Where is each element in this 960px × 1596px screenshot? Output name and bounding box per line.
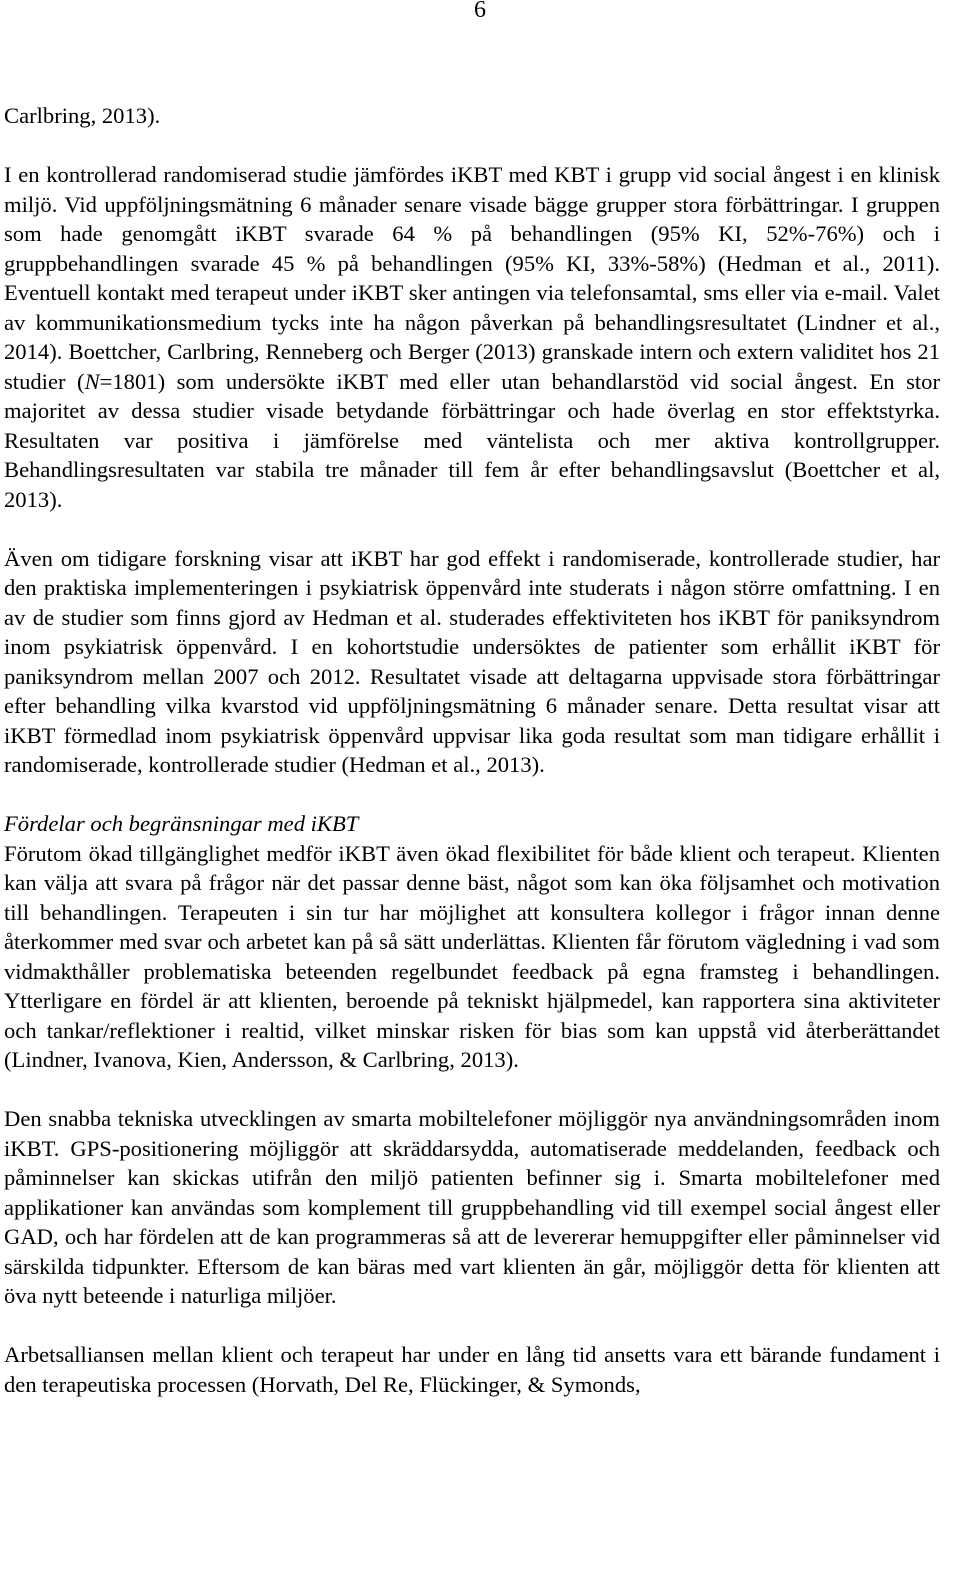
paragraph-text-continued: =1801) som undersökte iKBT med eller utan behandlarstöd vid social ångest. En stor majoritet av dessa studier visade betydande förbättringar och hade överlag en stor effektstyrka. Resultaten var positiva i jämförelse med väntelista och mer aktiva kontrollgrupper. Behandlingsresultaten var stabila tre månader till fem år efter behandlingsavslut (Boettcher et al, 2013). [4, 368, 940, 512]
page-number: 6 [474, 0, 486, 23]
section-heading: Fördelar och begränsningar med iKBT [4, 811, 359, 836]
paragraph-implementation: Även om tidigare forskning visar att iKBT har god effekt i randomiserade, kontrollerade studier, har den praktiska implementeringen i psykiatrisk öppenvård inte studerats i någon större omfattning. I en av de studier som finns gjord av Hedman et al. studerades effektiviteten hos iKBT för paniksyndrom inom psykiatrisk öppenvård. I en kohortstudie undersöktes de patienter som erhållit iKBT för paniksyndrom mellan 2007 och 2012. Resultatet visade att deltagarna uppvisade stora förbättringar efter behandling vilka kvarstod vid uppföljningsmätning 6 månader senare. Detta resultat visar att iKBT förmedlad inom psykiatrisk öppenvård uppvisar lika goda resultat som man tidigare erhållit i randomiserade, kontrollerade studier (Hedman et al., 2013). [4, 545, 940, 777]
document-body [4, 101, 940, 1399]
sample-size-symbol: N [84, 368, 100, 394]
paragraph-advantages: Förutom ökad tillgänglighet medför iKBT även ökad flexibilitet för både klient och terapeut. Klienten kan välja att svara på frågor när det passar denne bäst, något som kan öka följsamhet och motivation till behandlingen. Terapeuten i sin tur har möjlighet att konsultera kollegor i frågor innan denne återkommer med svar och arbetet kan på så sätt underlättas. Klienten får förutom vägledning i vad som vidmakthåller problematiska beteenden regelbundet feedback på egna framsteg i behandlingen. Ytterligare en fördel är att klienten, beroende på tekniskt hjälpmedel, kan rapportera sina aktiviteter och tankar/reflektioner i realtid, vilket minskar risken för bias som kan uppstå vid återberättandet (Lindner, Ivanova, Kien, Andersson, & Carlbring, 2013). [4, 840, 940, 1072]
paragraph-working-alliance: Arbetsalliansen mellan klient och terapeut har under en lång tid ansetts vara ett bärande fundament i den terapeutiska processen (Horvath, Del Re, Flückinger, & Symonds, [4, 1342, 940, 1397]
paragraph-mobile-phones: Den snabba tekniska utvecklingen av smarta mobiltelefoner möjliggör nya användningsområden inom iKBT. GPS-positionering möjliggör att skräddarsydda, automatiserade meddelanden, feedback och påminnelser kan skickas utifrån den miljö patienten befinner sig i. Smarta mobiltelefoner med applikationer kan användas som komplement till gruppbehandling vid till exempel social ångest eller GAD, och har fördelen att de kan programmeras så att de levererar hemuppgifter eller påminnelser vid särskilda tidpunkter. Eftersom de kan bäras med vart klienten än går, möjliggör detta för klienten att öva nytt beteende i naturliga miljöer. [4, 1106, 940, 1308]
paragraph-text: I en kontrollerad randomiserad studie jämfördes iKBT med KBT i grupp vid social ångest i en klinisk miljö. Vid uppföljningsmätning 6 månader senare visade bägge grupper stora förbättringar. I gruppen som hade genomgått iKBT svarade 64 % på behandlingen (95% KI, 52%-76%) och i gruppbehandlingen svarade 45 % på behandlingen (95% KI, 33%-58%) (Hedman et al., 2011). Eventuell kontakt med terapeut under iKBT sker antingen via telefonsamtal, sms eller via e-mail. Valet av kommunikationsmedium tycks inte ha någon påverkan på behandlingsresultatet (Lindner et al., 2014). Boettcher, Carlbring, Renneberg och Berger (2013) granskade intern och extern validitet hos 21 studier ( [4, 162, 940, 394]
paragraph-continuation: Carlbring, 2013). [4, 103, 161, 128]
paragraph-social-anxiety-study [4, 160, 940, 514]
